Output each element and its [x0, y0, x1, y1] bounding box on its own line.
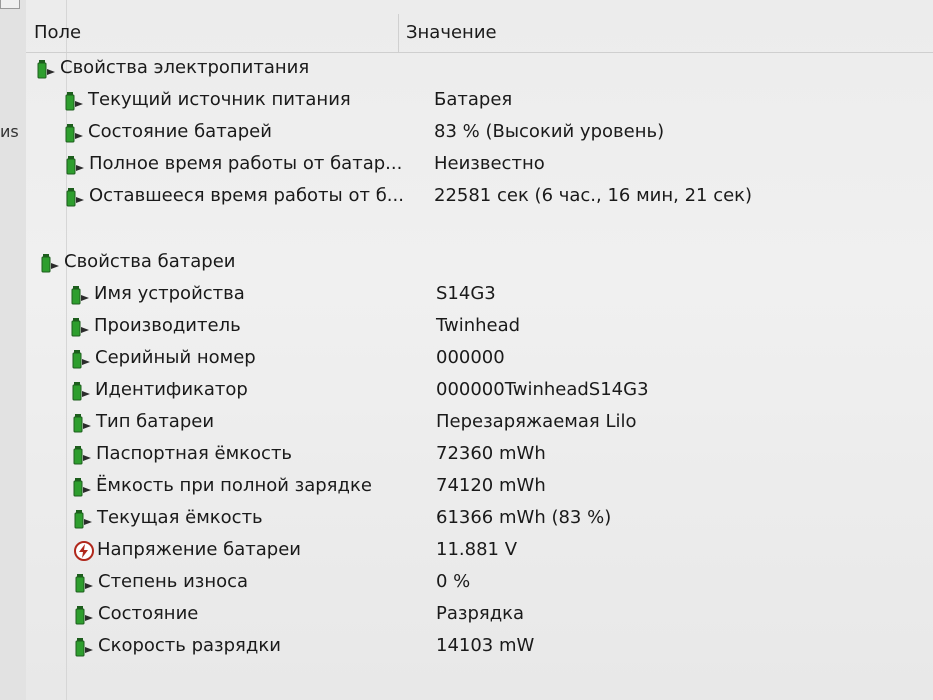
field-value: 0 %: [436, 571, 471, 592]
field-name: Состояние батарей: [88, 121, 272, 142]
field-name: Степень износа: [98, 571, 249, 592]
battery-icon: [70, 316, 92, 338]
field-value: 74120 mWh: [436, 475, 546, 496]
battery-icon: [72, 412, 94, 434]
field-name: Напряжение батареи: [97, 539, 301, 560]
field-value: Разрядка: [436, 603, 525, 624]
battery-icon: [65, 154, 87, 176]
field-value: Перезаряжаемая Lilo: [436, 411, 637, 432]
column-header-value[interactable]: Значение: [406, 22, 497, 43]
battery-icon: [65, 186, 87, 208]
column-header-field[interactable]: Поле: [34, 22, 82, 43]
truncated-nav-text: иѕ: [0, 122, 19, 141]
voltage-icon: [73, 540, 95, 562]
field-name: Идентификатор: [95, 379, 248, 400]
battery-icon: [70, 284, 92, 306]
section-title: Свойства батареи: [64, 251, 236, 272]
field-value: 72360 mWh: [436, 443, 546, 464]
field-value: 000000TwinheadS14G3: [436, 379, 649, 400]
left-navigation-pane[interactable]: [0, 0, 27, 700]
battery-icon: [71, 380, 93, 402]
field-value: 83 % (Высокий уровень): [434, 121, 665, 142]
field-name: Паспортная ёмкость: [96, 443, 293, 464]
battery-icon: [74, 604, 96, 626]
battery-icon: [73, 508, 95, 530]
field-value: 22581 сек (6 час., 16 мин, 21 сек): [434, 185, 753, 206]
battery-icon: [74, 572, 96, 594]
field-value: 000000: [436, 347, 505, 368]
field-name: Оставшееся время работы от б...: [89, 185, 404, 206]
field-name: Производитель: [94, 315, 241, 336]
battery-icon: [64, 122, 86, 144]
battery-icon: [72, 444, 94, 466]
field-name: Состояние: [98, 603, 199, 624]
properties-list-view[interactable]: [26, 0, 933, 700]
field-name: Имя устройства: [94, 283, 245, 304]
battery-icon: [64, 90, 86, 112]
battery-icon: [72, 476, 94, 498]
list-header: [26, 14, 933, 53]
field-value: 61366 mWh (83 %): [436, 507, 612, 528]
field-value: Twinhead: [436, 315, 521, 336]
battery-icon: [74, 636, 96, 658]
pane-corner-control[interactable]: [0, 0, 20, 9]
battery-icon: [71, 348, 93, 370]
field-value: S14G3: [436, 283, 496, 304]
field-name: Текущая ёмкость: [97, 507, 263, 528]
field-value: Неизвестно: [434, 153, 545, 174]
field-value: 11.881 V: [436, 539, 518, 560]
field-value: 14103 mW: [436, 635, 535, 656]
field-name: Ёмкость при полной зарядке: [96, 475, 372, 496]
field-name: Серийный номер: [95, 347, 256, 368]
field-name: Скорость разрядки: [98, 635, 281, 656]
field-value: Батарея: [434, 89, 513, 110]
field-name: Тип батареи: [96, 411, 215, 432]
section-title: Свойства электропитания: [60, 57, 310, 78]
column-separator[interactable]: [398, 14, 399, 52]
battery-icon: [36, 58, 58, 80]
battery-icon: [40, 252, 62, 274]
field-name: Текущий источник питания: [88, 89, 351, 110]
field-name: Полное время работы от батар...: [89, 153, 403, 174]
